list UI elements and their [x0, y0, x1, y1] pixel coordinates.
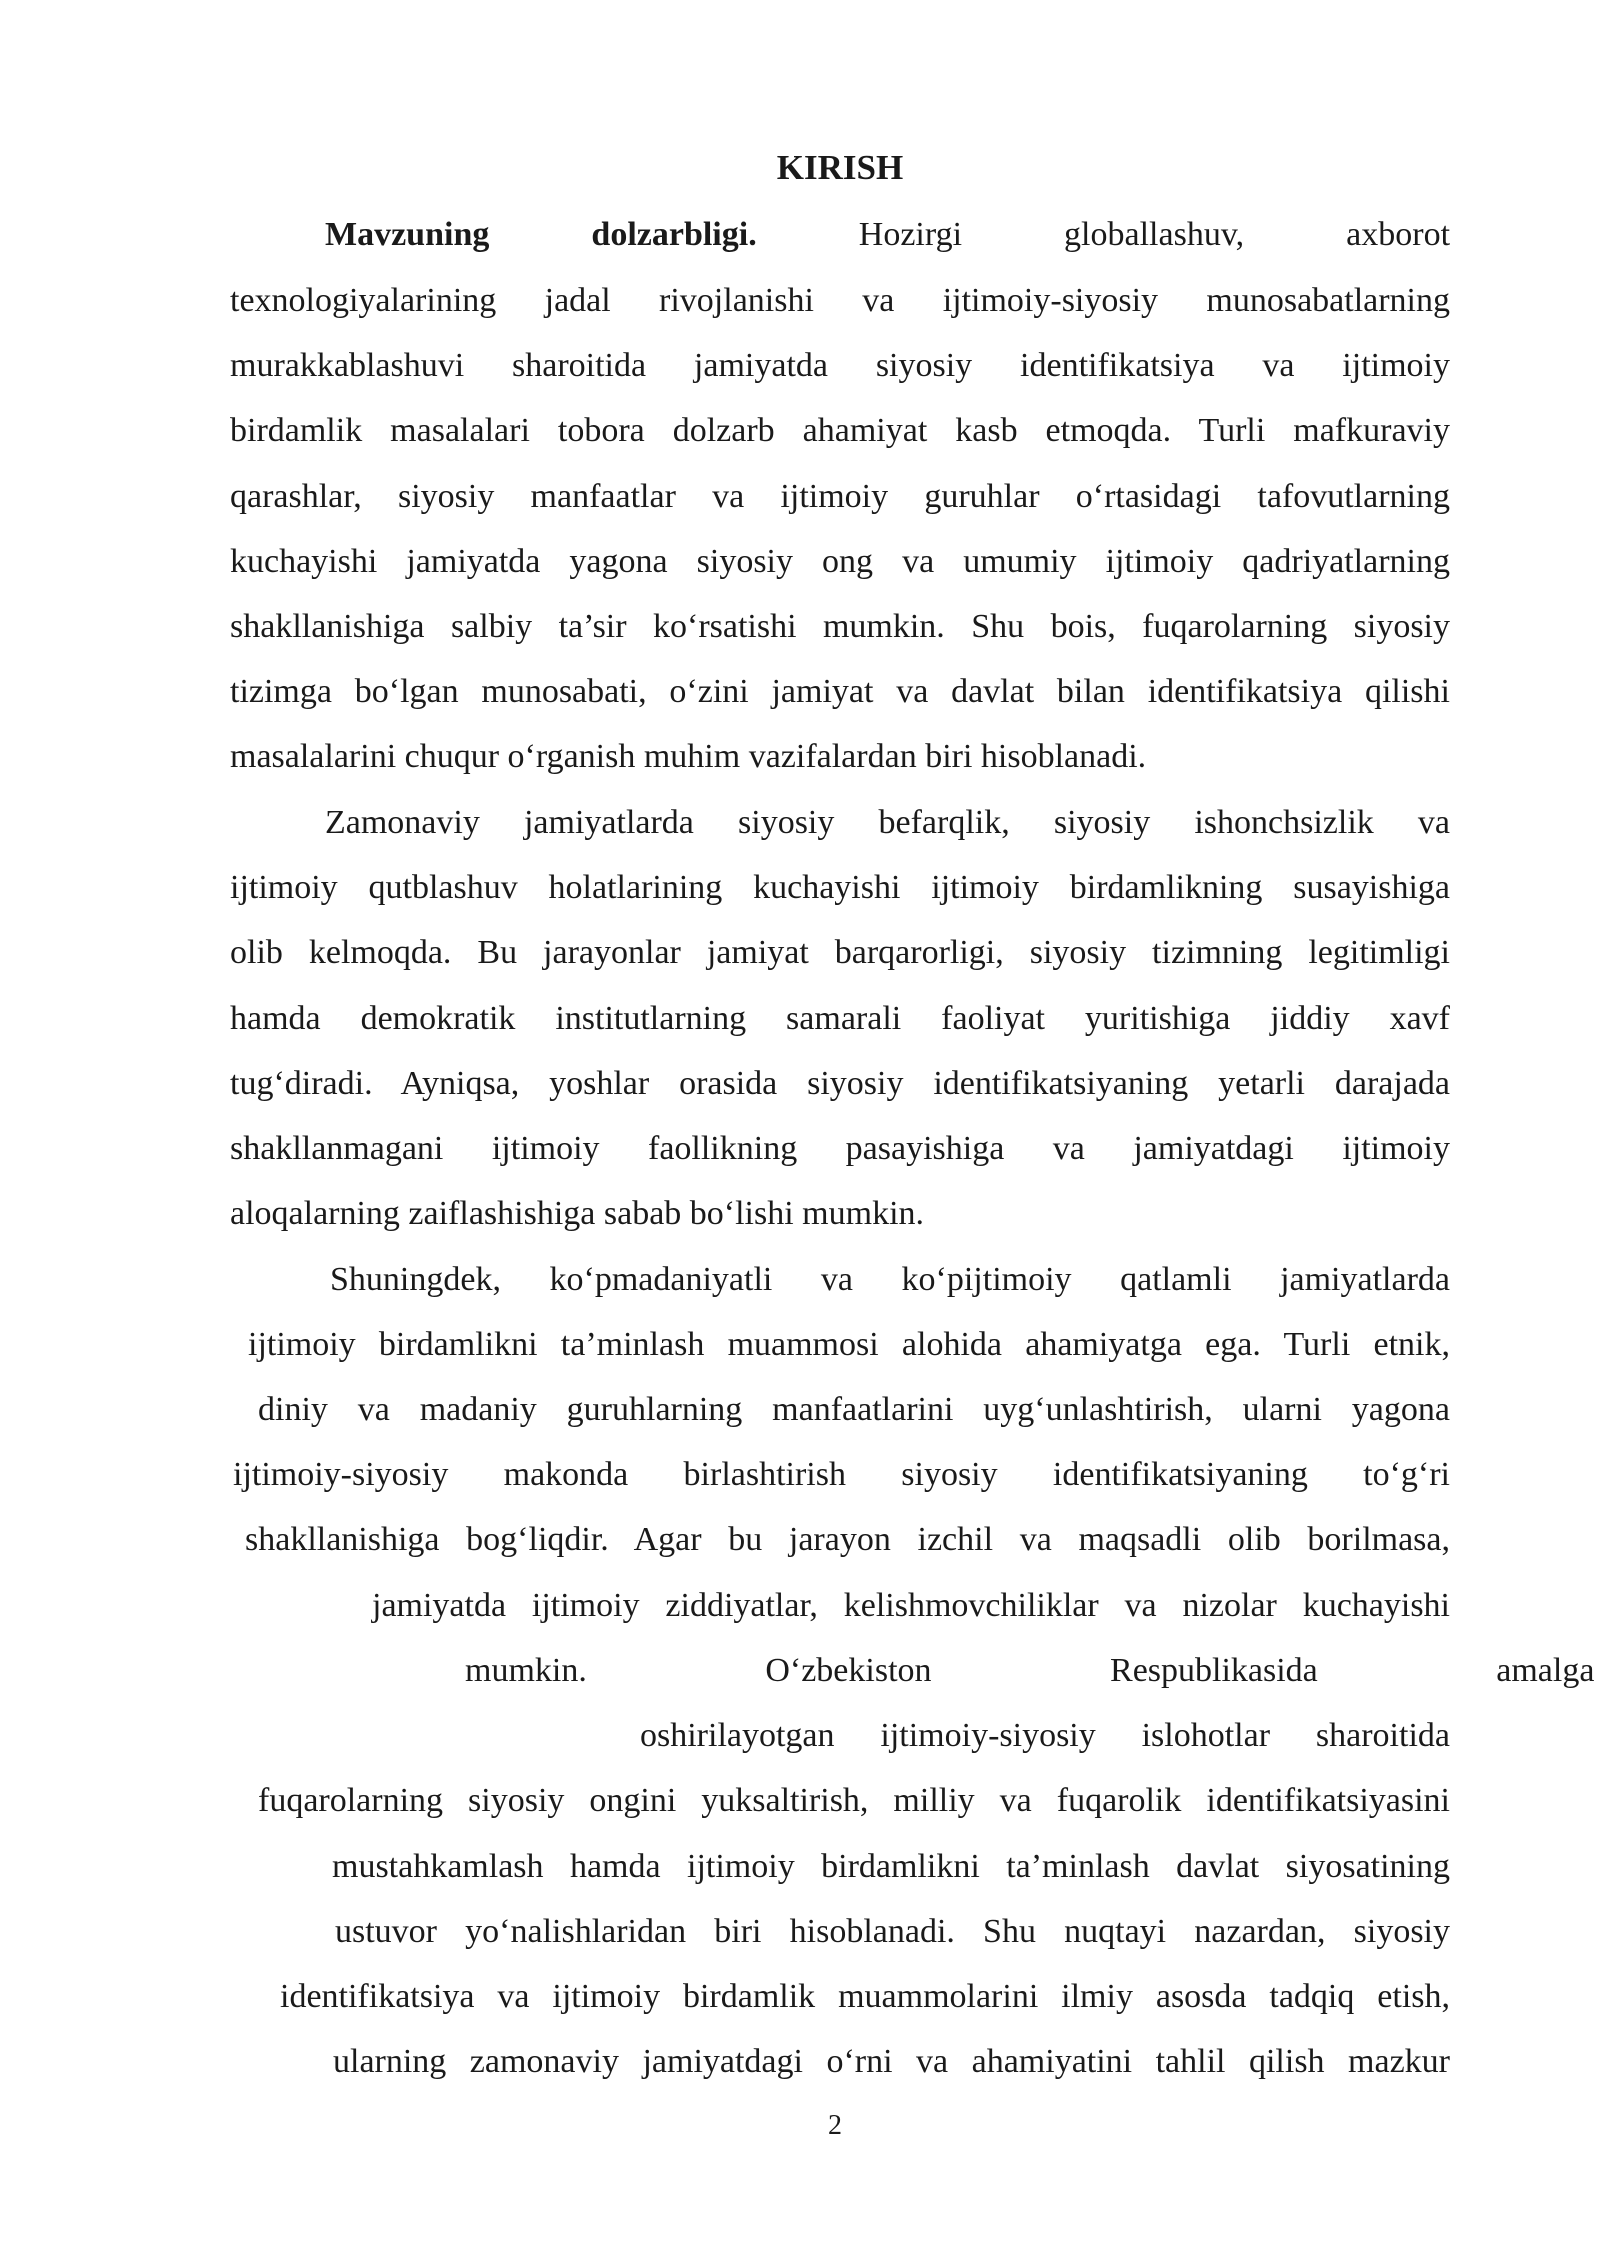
text-line: kuchayishi jamiyatda yagona siyosiy ong va umumiy ijtimoiy qadriyatlarning — [230, 543, 1450, 580]
text-line: ustuvor yo‘nalishlaridan biri hisoblanadi. Shu nuqtayi nazardan, siyosiy — [335, 1913, 1450, 1950]
text-line: masalalarini chuqur o‘rganish muhim vazifalardan biri hisoblanadi. — [230, 738, 1147, 775]
text-line: murakkablashuvi sharoitida jamiyatda siyosiy identifikatsiya va ijtimoiy — [230, 347, 1450, 384]
text-line: shakllanmagani ijtimoiy faollikning pasayishiga va jamiyatdagi ijtimoiy — [230, 1130, 1450, 1167]
paragraph-heading: Mavzuning dolzarbligi. — [325, 216, 757, 253]
text-line: texnologiyalarining jadal rivojlanishi va ijtimoiy-siyosiy munosabatlarning — [230, 282, 1450, 319]
text-line: shakllanishiga bog‘liqdir. Agar bu jarayon izchil va maqsadli olib borilmasa, — [245, 1521, 1450, 1558]
section-title: KIRISH — [776, 148, 904, 187]
text-line: qarashlar, siyosiy manfaatlar va ijtimoiy guruhlar o‘rtasidagi tafovutlarning — [230, 478, 1450, 515]
text-line: Shuningdek, ko‘pmadaniyatli va ko‘pijtimoiy qatlamli jamiyatlarda — [330, 1261, 1450, 1298]
text-line: ijtimoiy birdamlikni ta’minlash muammosi alohida ahamiyatga ega. Turli etnik, — [248, 1326, 1450, 1363]
text-line: ularning zamonaviy jamiyatdagi o‘rni va ahamiyatini tahlil qilish mazkur — [333, 2043, 1450, 2080]
page-number: 2 — [828, 2110, 842, 2141]
text-line: oshirilayotgan ijtimoiy-siyosiy islohotlar sharoitida — [640, 1717, 1450, 1754]
text-line: Zamonaviy jamiyatlarda siyosiy befarqlik, siyosiy ishonchsizlik va — [325, 804, 1450, 841]
text-line: fuqarolarning siyosiy ongini yuksaltirish, milliy va fuqarolik identifikatsiyasini — [258, 1782, 1450, 1819]
text-line: olib kelmoqda. Bu jarayonlar jamiyat barqarorligi, siyosiy tizimning legitimligi — [230, 934, 1450, 971]
text-line-content: Hozirgi globallashuv, axborot — [858, 216, 1451, 253]
text-line: jamiyatda ijtimoiy ziddiyatlar, kelishmovchiliklar va nizolar kuchayishi — [372, 1587, 1450, 1624]
text-line: hamda demokratik institutlarning samarali faoliyat yuritishiga jiddiy xavf — [230, 1000, 1450, 1037]
text-line: diniy va madaniy guruhlarning manfaatlarini uyg‘unlashtirish, ularni yagona — [258, 1391, 1450, 1428]
text-line: tizimga bo‘lgan munosabati, o‘zini jamiyat va davlat bilan identifikatsiya qilishi — [230, 673, 1450, 710]
text-line: ijtimoiy-siyosiy makonda birlashtirish siyosiy identifikatsiyaning to‘g‘ri — [233, 1456, 1450, 1493]
text-line: tug‘diradi. Ayniqsa, yoshlar orasida siyosiy identifikatsiyaning yetarli darajada — [230, 1065, 1450, 1102]
text-line: ijtimoiy qutblashuv holatlarining kuchayishi ijtimoiy birdamlikning susayishiga — [230, 869, 1450, 906]
text-line — [325, 216, 1450, 262]
text-line: aloqalarning zaiflashishiga sabab bo‘lishi mumkin. — [230, 1195, 925, 1232]
text-line: mustahkamlash hamda ijtimoiy birdamlikni ta’minlash davlat siyosatining — [332, 1848, 1450, 1885]
text-line: shakllanishiga salbiy ta’sir ko‘rsatishi mumkin. Shu bois, fuqarolarning siyosiy — [230, 608, 1450, 645]
text-line: mumkin. O‘zbekiston Respublikasida amalga — [465, 1652, 1595, 1689]
text-line: identifikatsiya va ijtimoiy birdamlik muammolarini ilmiy asosda tadqiq etish, — [280, 1978, 1450, 2015]
text-line: birdamlik masalalari tobora dolzarb ahamiyat kasb etmoqda. Turli mafkuraviy — [230, 412, 1450, 449]
